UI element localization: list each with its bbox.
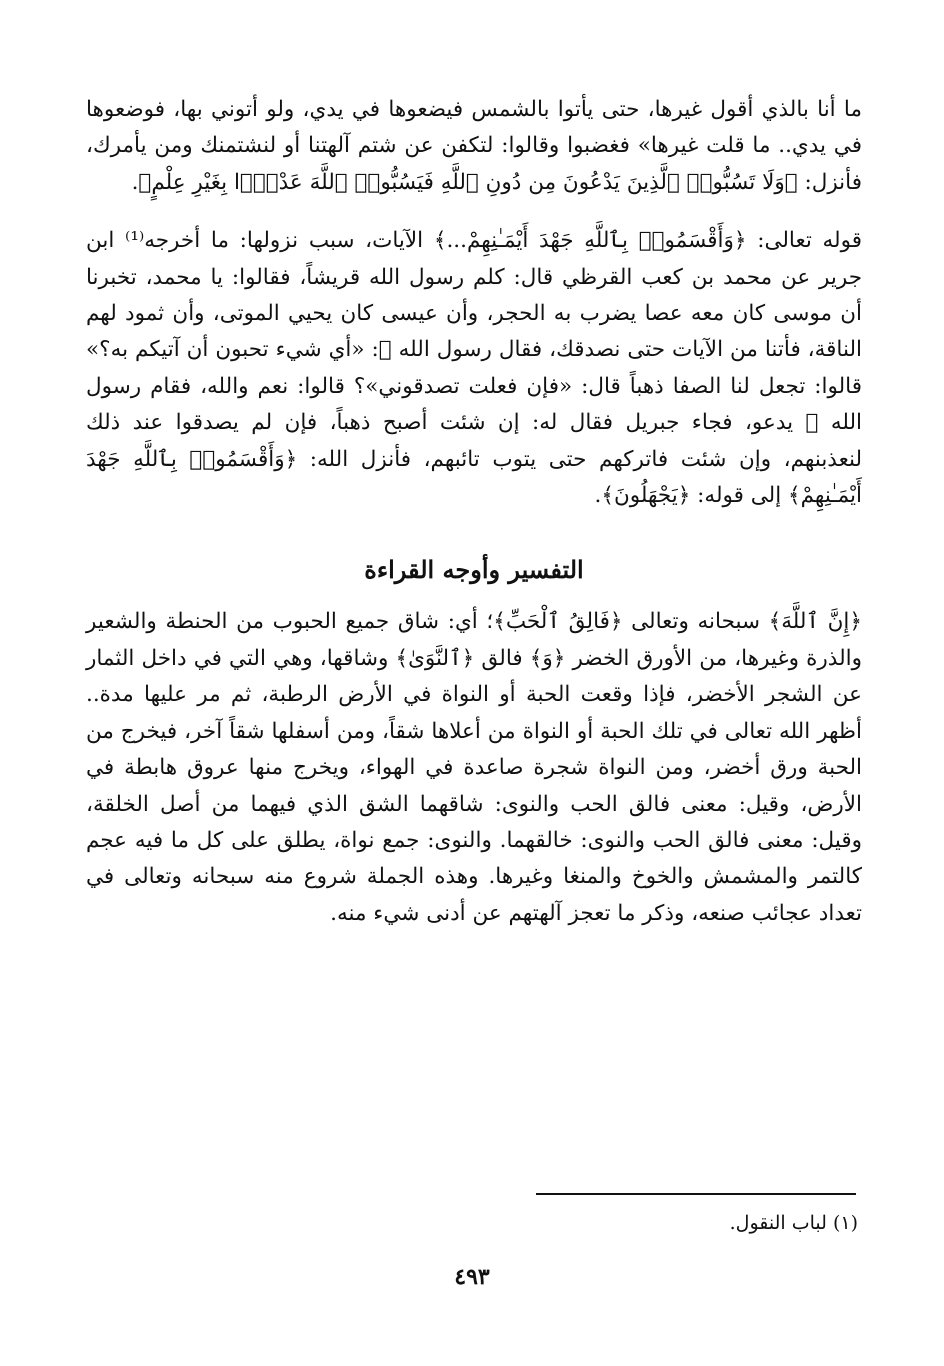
footnote-divider bbox=[536, 1193, 856, 1195]
footnote: (١) لباب النقول. bbox=[729, 1212, 858, 1234]
page-body bbox=[86, 92, 862, 932]
section-heading: التفسير وأوجه القراءة bbox=[364, 555, 584, 585]
tafsir-paragraph: ﴿إِنَّ ٱللَّهَ﴾ سبحانه وتعالى ﴿فَالِقُ ٱلْحَبِّ﴾؛ أي: شاق جميع الحبوب من الحنطة والشعير والذرة وغيرها، من الأورق الخضر ﴿وَ﴾ فالق ﴿ٱلنَّوَىٰ﴾ وشاقها، وهي التي في داخل الثمار عن الشجر الأخضر، فإذا وقعت الحبة أو النواة في الأرض الرطبة، ثم مر عليها مدة.. أظهر الله تعالى في تلك الحبة أو النواة من أعلاها شقاً، ومن أسفلها شقاً آخر، فيخرج من الحبة ورق أخضر، ومن النواة شجرة صاعدة في الهواء، ويخرج منها عروق هابطة في الأرض، وقيل: معنى فالق الحب والنوى: شاقهما الشق الذي فيهما من أصل الخلقة، وقيل: معنى فالق الحب والنوى: خالقهما. والنوى: جمع نواة، يطلق على كل ما فيه عجم كالتمر والمشمش والخوخ والمنغا وغيرها. وهذه الجملة شروع منه سبحانه وتعالى في تعداد عجائب صنعه، وذكر ما تعجز آلهتهم عن أدنى شيء منه. bbox=[86, 609, 862, 926]
paragraph-1: ما أنا بالذي أقول غيرها، حتى يأتوا بالشمس فيضعوها في يدي، ولو أتوني بها، فوضعوها في يدي.. ما قلت غيرها» فغضبوا وقالوا: لتكفن عن شتم آلهتنا أو لنشتمنك ومن يأمرك، فأنزل: ﴿وَلَا تَسُبُّوا۟ ٱلَّذِينَ يَدْعُونَ مِن دُونِ ٱللَّهِ فَيَسُبُّوا۟ ٱللَّهَ عَدْوًۢا بِغَيْرِ عِلْمٍ﴾. bbox=[86, 97, 862, 195]
page-number: ٤٩٣ bbox=[454, 1264, 490, 1290]
paragraph-2: قوله تعالى: ﴿وَأَقْسَمُوا۟ بِٱللَّهِ جَهْدَ أَيْمَـٰنِهِمْ...﴾ الآيات، سبب نزولها: ما أخرجه⁽¹⁾ ابن جرير عن محمد بن كعب القرظي قال: كلم رسول الله قريشاً، فقالوا: يا محمد، تخبرنا أن موسى كان معه عصا يضرب به الحجر، وأن عيسى كان يحيي الموتى، وأن ثمود لهم الناقة، فأتنا من الآيات حتى نصدقك، فقال رسول الله ﷺ: «أي شيء تحبون أن آتيكم به؟» قالوا: تجعل لنا الصفا ذهباً قال: «فإن فعلت تصدقوني»؟ قالوا: نعم والله، فقام رسول الله ﷺ يدعو، فجاء جبريل فقال له: إن شئت أصبح ذهباً، فإن لم يصدقوا عند ذلك لنعذبنهم، وإن شئت فاتركهم حتى يتوب تائبهم، فأنزل الله: ﴿وَأَقْسَمُوا۟ بِٱللَّهِ جَهْدَ أَيْمَـٰنِهِمْ﴾ إلى قوله: ﴿يَجْهَلُونَ﴾. bbox=[86, 228, 862, 509]
